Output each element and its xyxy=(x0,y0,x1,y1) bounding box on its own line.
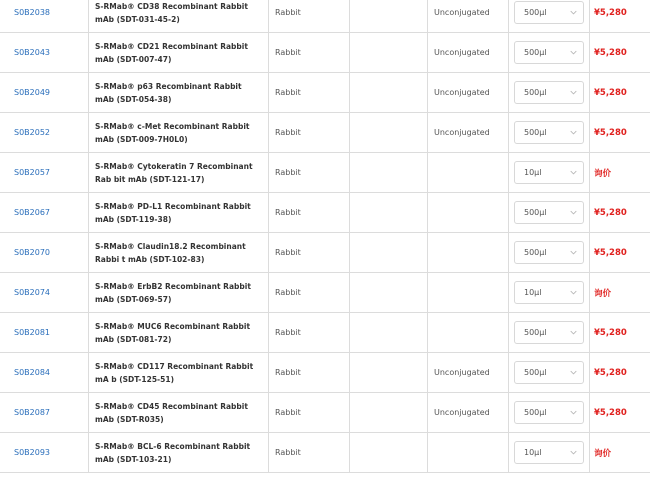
catalog-cell xyxy=(0,153,89,192)
chevron-down-icon xyxy=(569,49,577,57)
price-cell xyxy=(590,33,650,72)
size-select[interactable] xyxy=(514,201,584,224)
product-name: S-RMab® Cytokeratin 7 Recombinant Rab bit mAb (SDT-121-17) xyxy=(95,161,253,184)
price-cell xyxy=(590,0,650,32)
size-cell xyxy=(509,313,590,352)
host-label: Rabbit xyxy=(275,368,301,377)
size-cell xyxy=(509,353,590,392)
table-row xyxy=(0,33,650,73)
conjugate-cell xyxy=(428,33,509,72)
empty-cell xyxy=(350,273,428,312)
empty-cell xyxy=(350,313,428,352)
size-select-value: 500μl xyxy=(524,408,547,417)
price-label: ¥5,280 xyxy=(594,47,627,58)
size-select[interactable] xyxy=(514,41,584,64)
empty-cell xyxy=(350,153,428,192)
catalog-link[interactable]: S0B2074 xyxy=(14,288,51,297)
catalog-cell xyxy=(0,353,89,392)
table-row xyxy=(0,273,650,313)
chevron-down-icon xyxy=(569,9,577,17)
price-label: ¥5,280 xyxy=(594,367,627,378)
table-row xyxy=(0,313,650,353)
host-cell xyxy=(269,233,350,272)
catalog-cell xyxy=(0,393,89,432)
catalog-link[interactable]: S0B2067 xyxy=(14,208,51,217)
chevron-down-icon xyxy=(569,169,577,177)
size-select[interactable] xyxy=(514,81,584,104)
price-cell xyxy=(590,313,650,352)
chevron-down-icon xyxy=(569,89,577,97)
chevron-down-icon xyxy=(569,289,577,297)
table-row xyxy=(0,73,650,113)
price-cell xyxy=(590,73,650,112)
host-cell xyxy=(269,193,350,232)
product-name: S-RMab® CD38 Recombinant Rabbit mAb (SDT-031-45-2) xyxy=(95,1,248,24)
catalog-cell xyxy=(0,73,89,112)
conjugate-cell xyxy=(428,0,509,32)
empty-cell xyxy=(350,353,428,392)
host-label: Rabbit xyxy=(275,248,301,257)
size-cell xyxy=(509,33,590,72)
size-cell xyxy=(509,153,590,192)
price-label: ¥5,280 xyxy=(594,247,627,258)
product-name: S-RMab® PD-L1 Recombinant Rabbit mAb (SDT-119-38) xyxy=(95,201,251,224)
table-row xyxy=(0,113,650,153)
conjugate-label: Unconjugated xyxy=(434,408,490,417)
product-name: S-RMab® MUC6 Recombinant Rabbit mAb (SDT-081-72) xyxy=(95,321,251,344)
host-label: Rabbit xyxy=(275,8,301,17)
price-cell xyxy=(590,273,650,312)
table-row xyxy=(0,0,650,33)
catalog-link[interactable]: S0B2070 xyxy=(14,248,51,257)
chevron-down-icon xyxy=(569,129,577,137)
catalog-link[interactable]: S0B2093 xyxy=(14,448,51,457)
size-select-value: 10μl xyxy=(524,288,542,297)
product-name: S-RMab® CD117 Recombinant Rabbit mA b (SDT-125-51) xyxy=(95,361,254,384)
size-cell xyxy=(509,273,590,312)
price-cell xyxy=(590,353,650,392)
conjugate-cell xyxy=(428,153,509,192)
host-label: Rabbit xyxy=(275,208,301,217)
price-label: ¥5,280 xyxy=(594,7,627,18)
empty-cell xyxy=(350,33,428,72)
size-select-value: 500μl xyxy=(524,368,547,377)
catalog-cell xyxy=(0,313,89,352)
conjugate-cell xyxy=(428,273,509,312)
catalog-cell xyxy=(0,273,89,312)
product-name-cell xyxy=(89,153,269,192)
catalog-cell xyxy=(0,0,89,32)
host-cell xyxy=(269,353,350,392)
conjugate-label: Unconjugated xyxy=(434,128,490,137)
size-cell xyxy=(509,73,590,112)
conjugate-label: Unconjugated xyxy=(434,88,490,97)
host-label: Rabbit xyxy=(275,328,301,337)
empty-cell xyxy=(350,113,428,152)
price-cell xyxy=(590,193,650,232)
product-name-cell xyxy=(89,193,269,232)
size-cell xyxy=(509,113,590,152)
catalog-cell xyxy=(0,233,89,272)
product-name-cell xyxy=(89,0,269,32)
price-cell xyxy=(590,233,650,272)
product-name-cell xyxy=(89,33,269,72)
host-cell xyxy=(269,153,350,192)
table-row xyxy=(0,233,650,273)
product-name-cell xyxy=(89,313,269,352)
product-name: S-RMab® Claudin18.2 Recombinant Rabbi t mAb (SDT-102-83) xyxy=(95,241,246,264)
host-label: Rabbit xyxy=(275,288,301,297)
product-name-cell xyxy=(89,73,269,112)
size-cell xyxy=(509,193,590,232)
host-cell xyxy=(269,0,350,32)
product-name: S-RMab® CD21 Recombinant Rabbit mAb (SDT-007-47) xyxy=(95,41,248,64)
size-cell xyxy=(509,433,590,472)
price-label: ¥5,280 xyxy=(594,407,627,418)
host-cell xyxy=(269,313,350,352)
size-select-value: 500μl xyxy=(524,328,547,337)
catalog-cell xyxy=(0,193,89,232)
catalog-link[interactable]: S0B2049 xyxy=(14,88,51,97)
price-label: 询价 xyxy=(594,168,612,179)
conjugate-cell xyxy=(428,313,509,352)
catalog-cell xyxy=(0,113,89,152)
product-name-cell xyxy=(89,113,269,152)
size-cell xyxy=(509,0,590,32)
size-select[interactable] xyxy=(514,161,584,184)
host-cell xyxy=(269,273,350,312)
product-name: S-RMab® BCL-6 Recombinant Rabbit mAb (SDT-103-21) xyxy=(95,441,251,464)
size-select[interactable] xyxy=(514,321,584,344)
chevron-down-icon xyxy=(569,209,577,217)
product-name-cell xyxy=(89,273,269,312)
empty-cell xyxy=(350,393,428,432)
product-name: S-RMab® c-Met Recombinant Rabbit mAb (SDT-009-7H0L0) xyxy=(95,121,250,144)
size-select-value: 500μl xyxy=(524,128,547,137)
size-select-value: 500μl xyxy=(524,88,547,97)
catalog-link[interactable]: S0B2087 xyxy=(14,408,51,417)
host-label: Rabbit xyxy=(275,168,301,177)
price-label: ¥5,280 xyxy=(594,87,627,98)
size-select-value: 500μl xyxy=(524,248,547,257)
size-select[interactable] xyxy=(514,281,584,304)
catalog-link[interactable]: S0B2052 xyxy=(14,128,51,137)
product-name: S-RMab® CD45 Recombinant Rabbit mAb (SDT-R035) xyxy=(95,401,248,424)
host-label: Rabbit xyxy=(275,48,301,57)
host-label: Rabbit xyxy=(275,88,301,97)
host-cell xyxy=(269,433,350,472)
catalog-link[interactable]: S0B2081 xyxy=(14,328,51,337)
product-name: S-RMab® p63 Recombinant Rabbit mAb (SDT-054-38) xyxy=(95,81,242,104)
product-name-cell xyxy=(89,393,269,432)
table-row xyxy=(0,193,650,233)
conjugate-label: Unconjugated xyxy=(434,48,490,57)
host-cell xyxy=(269,393,350,432)
price-cell xyxy=(590,433,650,472)
empty-cell xyxy=(350,433,428,472)
price-label: 询价 xyxy=(594,448,612,459)
catalog-link[interactable]: S0B2038 xyxy=(14,8,51,17)
size-cell xyxy=(509,393,590,432)
empty-cell xyxy=(350,233,428,272)
host-cell xyxy=(269,33,350,72)
size-select-value: 500μl xyxy=(524,208,547,217)
conjugate-cell xyxy=(428,433,509,472)
price-cell xyxy=(590,393,650,432)
chevron-down-icon xyxy=(569,369,577,377)
size-cell xyxy=(509,233,590,272)
product-name-cell xyxy=(89,233,269,272)
table-row xyxy=(0,393,650,433)
conjugate-cell xyxy=(428,193,509,232)
host-label: Rabbit xyxy=(275,448,301,457)
conjugate-label: Unconjugated xyxy=(434,368,490,377)
catalog-link[interactable]: S0B2084 xyxy=(14,368,51,377)
chevron-down-icon xyxy=(569,329,577,337)
empty-cell xyxy=(350,73,428,112)
empty-cell xyxy=(350,0,428,32)
size-select[interactable] xyxy=(514,121,584,144)
conjugate-cell xyxy=(428,233,509,272)
host-cell xyxy=(269,113,350,152)
chevron-down-icon xyxy=(569,249,577,257)
conjugate-cell xyxy=(428,73,509,112)
size-select-value: 500μl xyxy=(524,8,547,17)
price-label: ¥5,280 xyxy=(594,127,627,138)
chevron-down-icon xyxy=(569,449,577,457)
price-label: ¥5,280 xyxy=(594,207,627,218)
size-select-value: 10μl xyxy=(524,168,542,177)
conjugate-cell xyxy=(428,393,509,432)
empty-cell xyxy=(350,193,428,232)
conjugate-cell xyxy=(428,353,509,392)
product-name-cell xyxy=(89,353,269,392)
product-name-cell xyxy=(89,433,269,472)
size-select[interactable] xyxy=(514,441,584,464)
catalog-link[interactable]: S0B2057 xyxy=(14,168,51,177)
size-select[interactable] xyxy=(514,361,584,384)
price-cell xyxy=(590,153,650,192)
size-select[interactable] xyxy=(514,241,584,264)
price-label: ¥5,280 xyxy=(594,327,627,338)
table-row xyxy=(0,353,650,393)
catalog-cell xyxy=(0,33,89,72)
size-select-value: 500μl xyxy=(524,48,547,57)
chevron-down-icon xyxy=(569,409,577,417)
host-label: Rabbit xyxy=(275,128,301,137)
size-select-value: 10μl xyxy=(524,448,542,457)
catalog-link[interactable]: S0B2043 xyxy=(14,48,51,57)
host-cell xyxy=(269,73,350,112)
host-label: Rabbit xyxy=(275,408,301,417)
conjugate-cell xyxy=(428,113,509,152)
size-select[interactable] xyxy=(514,401,584,424)
table-row xyxy=(0,433,650,473)
catalog-cell xyxy=(0,433,89,472)
size-select[interactable] xyxy=(514,1,584,24)
conjugate-label: Unconjugated xyxy=(434,8,490,17)
product-name: S-RMab® ErbB2 Recombinant Rabbit mAb (SDT-069-57) xyxy=(95,281,251,304)
table-row xyxy=(0,153,650,193)
price-label: 询价 xyxy=(594,288,612,299)
price-cell xyxy=(590,113,650,152)
